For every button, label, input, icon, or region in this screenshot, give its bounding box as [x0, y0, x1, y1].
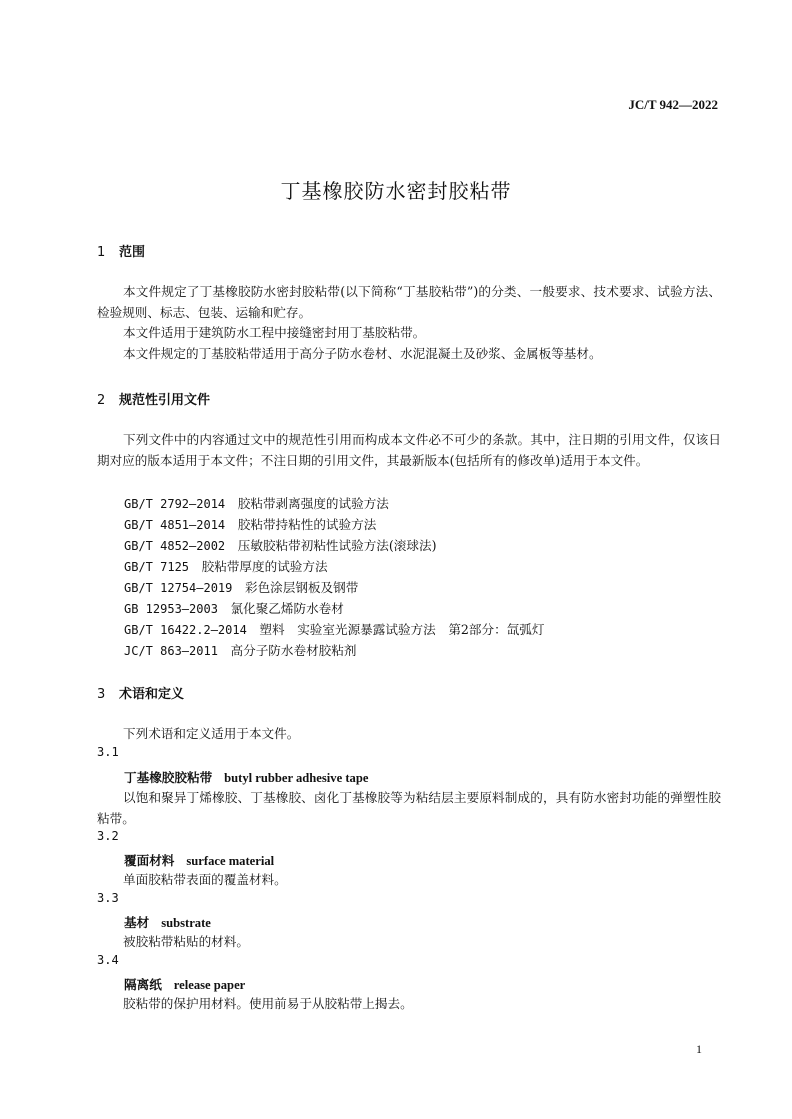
reference-title: 胶粘带剥离强度的试验方法 [237, 496, 389, 511]
term-heading [124, 912, 211, 931]
term-en: release paper [173, 978, 246, 992]
scope-paragraph-1: 本文件规定了丁基橡胶防水密封胶粘带(以下简称“丁基胶粘带”)的分类、一般要求、技术要求、试验方法、检验规则、标志、包装、运输和贮存。 [97, 284, 722, 320]
term-en: butyl rubber adhesive tape [224, 771, 369, 785]
reference-title: 氯化聚乙烯防水卷材 [230, 601, 344, 616]
reference-code: JC/T 863—2011 [124, 644, 218, 658]
scope-paragraph-3: 本文件规定的丁基胶粘带适用于高分子防水卷材、水泥混凝土及砂浆、金属板等基材。 [123, 346, 602, 361]
reference-item [124, 514, 376, 533]
term-zh: 基材 [124, 915, 150, 930]
reference-item [124, 640, 356, 659]
reference-title: 彩色涂层钢板及钢带 [244, 580, 359, 595]
reference-code: GB/T 16422.2—2014 [124, 623, 247, 637]
term-heading [124, 767, 368, 786]
reference-item [124, 577, 358, 596]
document-title: 丁基橡胶防水密封胶粘带 [280, 179, 512, 203]
term-heading [124, 974, 245, 993]
section-heading-normative-references [97, 389, 210, 408]
page-number: 1 [696, 1042, 702, 1056]
term-zh: 隔离纸 [124, 977, 162, 992]
section-number: 3 [97, 687, 106, 702]
section-heading-terms-definitions [97, 683, 184, 702]
scope-paragraph-2: 本文件适用于建筑防水工程中接缝密封用丁基胶粘带。 [123, 325, 426, 340]
references-intro: 下列文件中的内容通过文中的规范性引用而构成本文件必不可少的条款。其中，注日期的引用文件，仅该日期对应的版本适用于本文件；不注日期的引用文件，其最新版本(包括所有的修改单)适用于本文件。 [97, 432, 721, 468]
section-number: 2 [97, 393, 106, 408]
reference-code: GB/T 2792—2014 [124, 497, 226, 511]
reference-item [124, 493, 389, 512]
section-heading-scope [97, 241, 145, 260]
term-definition: 以饱和聚异丁烯橡胶、丁基橡胶、卤化丁基橡胶等为粘结层主要原料制成的，具有防水密封功能的弹塑性胶粘带。 [97, 790, 721, 826]
reference-code: GB/T 4851—2014 [124, 518, 226, 532]
reference-title: 胶粘带持粘性的试验方法 [237, 517, 377, 532]
section-title: 规范性引用文件 [119, 393, 211, 408]
reference-title: 压敏胶粘带初粘性试验方法(滚球法) [237, 538, 437, 553]
reference-code: GB 12953—2003 [124, 602, 218, 616]
reference-title: 胶粘带厚度的试验方法 [201, 559, 328, 574]
reference-code: GB/T 7125 [124, 560, 190, 574]
term-definition: 胶粘带的保护用材料。使用前易于从胶粘带上揭去。 [123, 996, 413, 1011]
terms-intro: 下列术语和定义适用于本文件。 [123, 726, 300, 741]
reference-code: GB/T 4852—2002 [124, 539, 226, 553]
term-en: surface material [186, 854, 275, 868]
reference-title: 塑料 实验室光源暴露试验方法 第2部分：氙弧灯 [259, 622, 545, 637]
reference-title: 高分子防水卷材胶粘剂 [230, 643, 357, 658]
term-zh: 覆面材料 [124, 853, 175, 868]
term-number: 3.1 [97, 745, 119, 759]
term-number: 3.3 [97, 891, 119, 905]
reference-code: GB/T 12754—2019 [124, 581, 233, 595]
reference-item [124, 619, 545, 638]
standard-code: JC/T 942—2022 [628, 97, 718, 112]
reference-item [124, 556, 328, 575]
reference-item [124, 535, 436, 554]
term-zh: 丁基橡胶胶粘带 [124, 770, 213, 785]
section-title: 范围 [119, 245, 146, 260]
section-number: 1 [97, 245, 106, 260]
term-definition: 单面胶粘带表面的覆盖材料。 [123, 872, 287, 887]
term-en: substrate [161, 916, 211, 930]
term-number: 3.2 [97, 829, 119, 843]
term-number: 3.4 [97, 953, 119, 967]
term-definition: 被胶粘带粘贴的材料。 [123, 934, 249, 949]
section-title: 术语和定义 [119, 687, 185, 702]
term-heading [124, 850, 274, 869]
reference-item [124, 598, 344, 617]
